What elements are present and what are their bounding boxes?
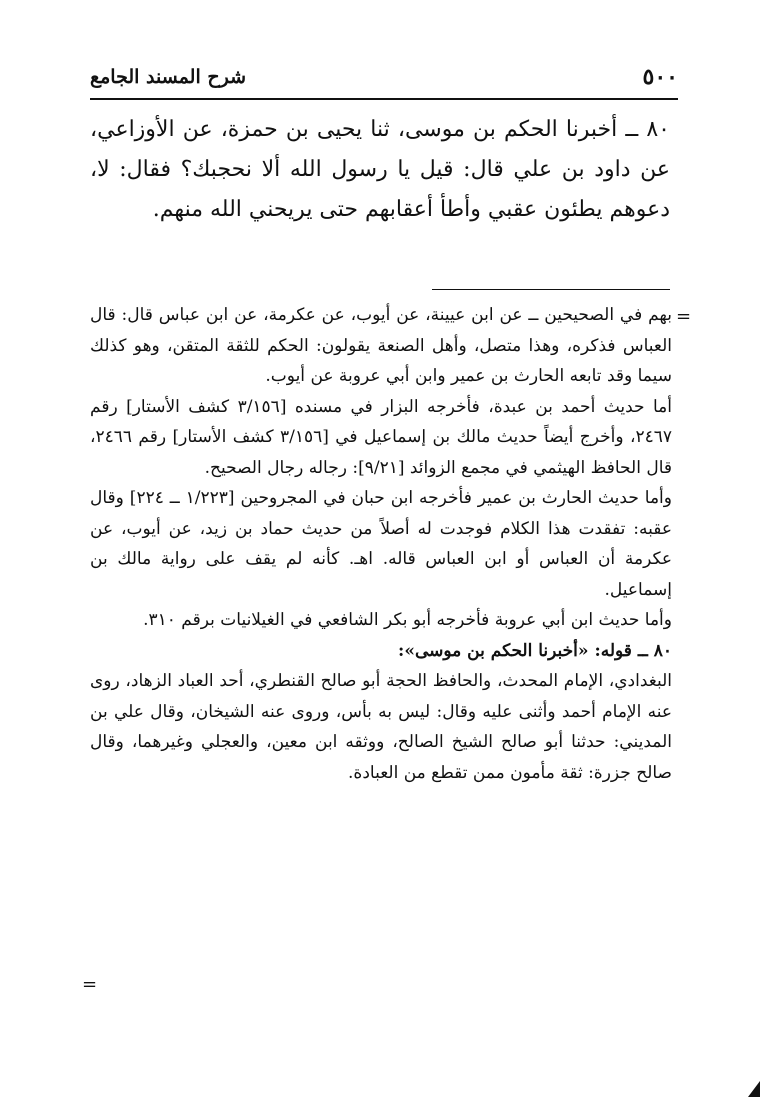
page-header — [90, 62, 678, 96]
note-80-heading: ٨٠ ــ قوله: «أخبرنا الحكم بن موسى»: — [398, 640, 672, 661]
header-rule — [90, 98, 678, 100]
footnote-paragraph: وأما حديث الحارث بن عمير فأخرجه ابن حبان في المجروحين [١/٢٢٣ ــ ٢٢٤] وقال عقبه: تفقدت هذا الكلام فوجدت له أصلاً من حديث حماد بن زيد، عن أيوب، عن عكرمة أن العباس أو ابن العباس قاله. اهـ. كأنه لم يقف على رواية مالك بن إسماعيل. — [90, 488, 672, 600]
footnote-continuation-mark-top: = — [676, 306, 692, 327]
footnote-continuation-mark-bottom: = — [82, 974, 98, 995]
footnote-separator — [432, 289, 670, 290]
footnote-paragraph: وأما حديث ابن أبي عروبة فأخرجه أبو بكر الشافعي في الغيلانيات برقم ٣١٠. — [143, 610, 672, 630]
note-80-body: البغدادي، الإمام المحدث، والحافظ الحجة أبو صالح القنطري، أحد العباد الزهاد، روى عنه الإمام أحمد وأثنى عليه وقال: ليس به بأس، وروى عنه الشيخان، وقال علي بن المديني: حدثنا أبو صالح الشيخ الصالح، ووثقه ابن معين، والعجلي وغيرهما، وقال صالح جزرة: ثقة مأمون ممن تقطع من العبادة. — [90, 671, 672, 783]
page-corner-mark — [748, 1081, 760, 1097]
page-number: ٥٠٠ — [642, 64, 678, 90]
hadith-paragraph: ٨٠ ــ أخبرنا الحكم بن موسى، ثنا يحيى بن حمزة، عن الأوزاعي، عن داود بن علي قال: قيل يا رسول الله ألا نحجبك؟ فقال: لا، دعوهم يطئون عقبي وأطأ أعقابهم حتى يريحني الله منهم. — [90, 117, 670, 222]
running-title: شرح المسند الجامع — [90, 66, 247, 88]
footnote-paragraph: بهم في الصحيحين ــ عن ابن عيينة، عن أيوب، عن عكرمة، عن ابن عباس قال: قال العباس فذكره، وهذا متصل، وأهل الصنعة يقولون: الحكم للثقة المتقن، وهو كذلك سيما وقد تابعه الحارث بن عمير وابن أبي عروبة عن أيوب. — [90, 305, 672, 386]
hadith-text — [90, 110, 670, 230]
footnote-paragraph: أما حديث أحمد بن عبدة، فأخرجه البزار في مسنده [٣/١٥٦ كشف الأستار] رقم ٢٤٦٧، وأخرج أيضاً حديث مالك بن إسماعيل في [٣/١٥٦ كشف الأستار] رقم ٢٤٦٦، قال الحافظ الهيثمي في مجمع الزوائد [٩/٢١]: رجاله رجال الصحيح. — [90, 396, 673, 478]
footnotes — [90, 300, 672, 788]
